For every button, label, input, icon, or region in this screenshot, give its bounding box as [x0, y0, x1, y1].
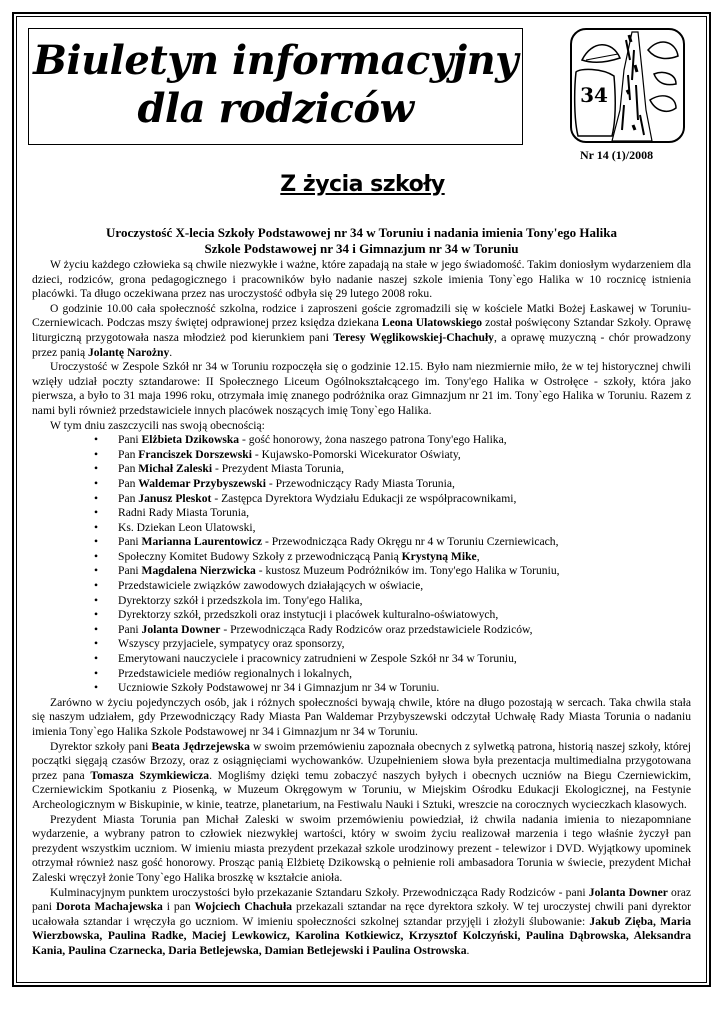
list-item: • Radni Rady Miasta Torunia, — [32, 506, 691, 521]
list-item: • Pan Franciszek Dorszewski - Kujawsko-Pomorski Wicekurator Oświaty, — [32, 448, 691, 463]
article-title — [32, 225, 691, 257]
list-item: • Ks. Dziekan Leon Ulatowski, — [32, 521, 691, 536]
article — [32, 225, 691, 959]
paragraph-ceremony: Uroczystość w Zespole Szkół nr 34 w Toruniu rozpoczęła się o godzinie 12.15. Było nam niezmiernie miło, że w tej historycznej chwili wzięły udział poczty sztandarowe: II Społecznego Liceum Ogólnokształcącego im. Tony'ego Halika w Ostrołęce - szkoły, która jako pierwsza, a było to 31 maja 1996 roku, otrzymała imię znanego podróżnika oraz Gimnazjum nr 21 im. Tony`ego Halika w Toruniu. Razem z nami byli również przedstawiciele innych placówek noszących imię Tony`ego Halika. — [32, 360, 691, 417]
school-logo-tree-icon — [572, 30, 683, 141]
article-title-line1: Uroczystość X-lecia Szkoły Podstawowej nr 34 w Toruniu i nadania imienia Tony'ego Halika — [106, 225, 617, 240]
paragraph-guests-intro: W tym dniu zaszczycili nas swoją obecnością: — [50, 418, 265, 432]
list-item: • Pani Magdalena Nierzwicka - kustosz Muzeum Podróżników im. Tony'ego Halika w Toruniu, — [32, 564, 691, 579]
article-title-line2: Szkole Podstawowej nr 34 i Gimnazjum nr 34 w Toruniu — [204, 241, 519, 256]
list-item: • Przedstawiciele związków zawodowych działających w oświacie, — [32, 579, 691, 594]
paragraph-mass: O godzinie 10.00 cała społeczność szkolna, rodzice i zaproszeni goście zgromadzili się w kościele Matki Bożej Łaskawej w Toruniu-Czerniewicach. Podczas mszy świętej odprawionej przez księdza dziekana Leona Ulatowskiego został poświęcony Sztandar Szkoły. Oprawę liturgiczną przygotowała nasza młodzież pod kierunkiem pani Teresy Węglikowskiej-Chachuły, a oprawę muzyczną - chór prowadzony przez panią Jolantę Narożny. — [32, 301, 691, 359]
list-item: • Dyrektorzy szkół, przedszkoli oraz instytucji i placówek kulturalno-oświatowych, — [32, 608, 691, 623]
list-item: • Pani Elżbieta Dzikowska - gość honorowy, żona naszego patrona Tony'ego Halika, — [32, 433, 691, 448]
list-item: • Pan Janusz Pleskot - Zastępca Dyrektora Wydziału Edukacji ze współpracownikami, — [32, 492, 691, 507]
list-item: • Pani Jolanta Downer - Przewodnicząca Rady Rodziców oraz przedstawiciele Rodziców, — [32, 623, 691, 638]
issue-number: Nr 14 (1)/2008 — [580, 148, 654, 162]
list-item: • Uczniowie Szkoły Podstawowej nr 34 i Gimnazjum nr 34 w Toruniu. — [32, 681, 691, 696]
paragraph-resolution: Zarówno w życiu pojedynczych osób, jak i różnych społeczności bywają chwile, które na długo pozostają w sercach. Taka chwila stała się naszym udziałem, gdy Przewodniczący Rady Miasta Pan Waldemar Przybyszewski odczytał Uchwałę Rady Miasta Torunia o nadaniu imienia Tony`ego Halika Szkole Podstawowej nr 34 i Gimnazjum nr 34 w Toruniu. — [32, 695, 691, 738]
paragraph-president: Prezydent Miasta Torunia pan Michał Zaleski w swoim przemówieniu powiedział, iż chwila nadania imienia to niezapomniane wydarzenie, a wybrany patron to człowiek niezwykłej wartości, który w swoim życiu realizował marzenia i tego właśnie życzył pan prezydent wszystkim uczniom. W imieniu miasta prezydent przekazał szkole urodzinowy prezent - telewizor i DVD. Wyjątkowy upominek otrzymał również nasz gość honorowy. Prosząc panią Elżbietę Dzikowską o pełnienie roli ambasadora Torunia w świecie, prezydent Michał Zaleski wręczył żonie Tony`ego Halika broszkę w kształcie anioła. — [32, 812, 691, 884]
list-item: • Pani Marianna Laurentowicz - Przewodnicząca Rady Okręgu nr 4 w Toruniu Czerniewicach, — [32, 535, 691, 550]
guest-list — [32, 433, 691, 696]
list-item: • Pan Michał Zaleski - Prezydent Miasta Torunia, — [32, 462, 691, 477]
list-item: • Dyrektorzy szkół i przedszkola im. Tony'ego Halika, — [32, 594, 691, 609]
list-item: • Pan Waldemar Przybyszewski - Przewodniczący Rady Miasta Torunia, — [32, 477, 691, 492]
list-item: • Społeczny Komitet Budowy Szkoły z przewodniczącą Panią Krystyną Mike, — [32, 550, 691, 565]
paragraph-banner: Kulminacyjnym punktem uroczystości było przekazanie Sztandaru Szkoły. Przewodnicząca Rady Rodziców - pani Jolanta Downer oraz pani Dorota Machajewska i pan Wojciech Chachuła przekazali sztandar na ręce dyrektora szkoły. W tej uroczystej chwili pani dyrektor ucałowała sztandar i wręczyła go uczniom. W imieniu społeczności szkolnej sztandar przyjęli i złożyli ślubowanie: Jakub Zięba, Maria Wierzbowska, Paulina Radke, Maciej Lewkowicz, Karolina Kotkiewicz, Krzysztof Kolczyński, Paulina Dąbrowska, Aleksandra Kania, Paulina Czarnecka, Daria Betlejewska, Damian Betlejewski i Paulina Ostrowska. — [32, 885, 692, 957]
list-item: • Emerytowani nauczyciele i pracownicy zatrudnieni w Zespole Szkół nr 34 w Toruniu, — [32, 652, 691, 667]
list-item: • Przedstawiciele mediów regionalnych i lokalnych, — [32, 667, 691, 682]
school-logo — [570, 28, 685, 143]
paragraph-intro: W życiu każdego człowieka są chwile niezwykłe i ważne, które zapadają na stałe w jego świadomość. Takim doniosłym wydarzeniem dla dzieci, rodziców, grona pedagogicznego i pracowników było nadanie naszej szkole imienia Tony`ego Halika w 10 rocznicę istnienia placówki. Ta długo oczekiwana przez nas uroczystość odbyła się 29 lutego 2008 roku. — [32, 258, 691, 301]
masthead-title-box — [28, 28, 523, 145]
logo-number: 34 — [580, 83, 608, 107]
masthead-title-line2: dla rodziców — [137, 85, 414, 132]
paragraph-director: Dyrektor szkoły pani Beata Jędrzejewska w swoim przemówieniu zapoznała obecnych z sylwetką patrona, historią naszej szkoły, której początki sięgają czasów Brzozy, oraz z osiągnięciami wychowanków. Uzupełnieniem słowa była prezentacja multimedialna przygotowana przez pana Tomasza Szymkiewicza. Mogliśmy dzięki temu zobaczyć naszych byłych i obecnych uczniów na Biegu Czerniewickim, Czerniewickim Spotkaniu z Piosenką, w Muzeum Okręgowym w Toruniu, w Miejskim Ośrodku Edukacji Ekologicznej, na Festynie Archeologicznym w Biskupinie, w kinie, teatrze, planetarium, na Festiwalu Nauki i Sztuki, wreszcie na corocznych wycieczkach klasowych. — [32, 739, 692, 811]
masthead-title-line1: Biuletyn informacyjny — [33, 37, 518, 84]
list-item: • Wszyscy przyjaciele, sympatycy oraz sponsorzy, — [32, 637, 691, 652]
section-heading: Z życia szkoły — [280, 172, 445, 197]
